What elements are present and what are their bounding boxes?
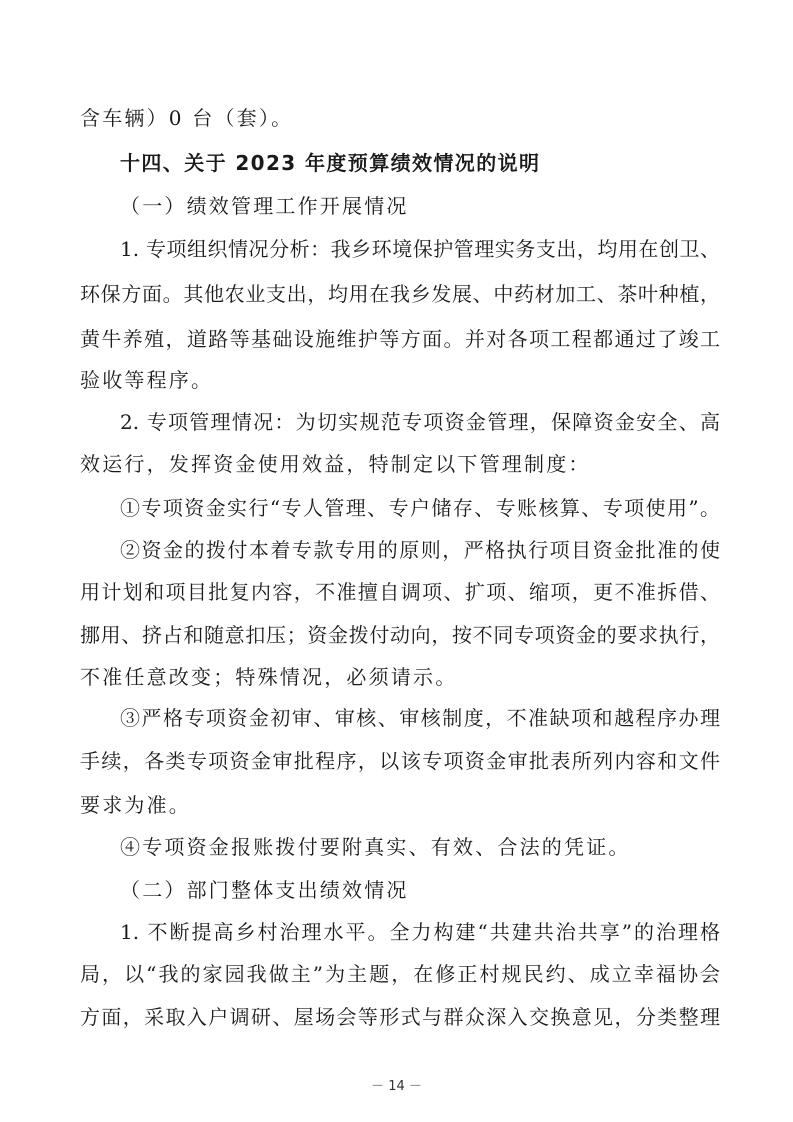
- paragraph-line: 挪用、挤占和随意扣压；资金拨付动向，按不同专项资金的要求执行，: [80, 623, 720, 647]
- paragraph-line: 黄牛养殖，道路等基础设施维护等方面。并对各项工程都通过了竣工: [80, 327, 720, 351]
- paragraph-line: 方面，采取入户调研、屋场会等形式与群众深入交换意见，分类整理: [80, 1005, 720, 1029]
- paragraph-line: 含车辆）0 台（套）。: [80, 106, 294, 130]
- paragraph-line: 手续，各类专项资金审批程序，以该专项资金审批表所列内容和文件: [80, 749, 720, 773]
- paragraph-line: 验收等程序。: [80, 368, 214, 392]
- list-item: ④专项资金报账拨付要附真实、有效、合法的凭证。: [120, 835, 631, 859]
- section-heading: 十四、关于 2023 年度预算绩效情况的说明: [120, 151, 541, 175]
- paragraph-line: 不准任意改变；特殊情况，必须请示。: [80, 665, 458, 689]
- list-item: ①专项资金实行“专人管理、专户储存、专账核算、专项使用”。: [120, 496, 720, 520]
- list-item: ②资金的拨付本着专款专用的原则，严格执行项目资金批准的使: [120, 538, 720, 562]
- paragraph-line: 1. 不断提高乡村治理水平。全力构建“共建共治共享”的治理格: [120, 920, 720, 944]
- subsection-heading: （一）绩效管理工作开展情况: [120, 194, 409, 218]
- paragraph-line: 环保方面。其他农业支出，均用在我乡发展、中药材加工、茶叶种植，: [80, 282, 720, 306]
- paragraph-line: 2. 专项管理情况：为切实规范专项资金管理，保障资金安全、高: [120, 410, 720, 434]
- paragraph-line: 要求为准。: [80, 793, 191, 817]
- page-number: － 14 －: [371, 1079, 422, 1094]
- list-item: ③严格专项资金初审、审核、审核制度，不准缺项和越程序办理: [120, 706, 720, 730]
- paragraph-line: 局，以“我的家园我做主”为主题，在修正村规民约、成立幸福协会: [80, 962, 720, 986]
- paragraph-line: 1. 专项组织情况分析：我乡环境保护管理实务支出，均用在创卫、: [120, 237, 720, 261]
- paragraph-line: 用计划和项目批复内容，不准擅自调项、扩项、缩项，更不准拆借、: [80, 580, 720, 604]
- subsection-heading: （二）部门整体支出绩效情况: [120, 878, 409, 902]
- paragraph-line: 效运行，发挥资金使用效益，特制定以下管理制度：: [80, 452, 591, 476]
